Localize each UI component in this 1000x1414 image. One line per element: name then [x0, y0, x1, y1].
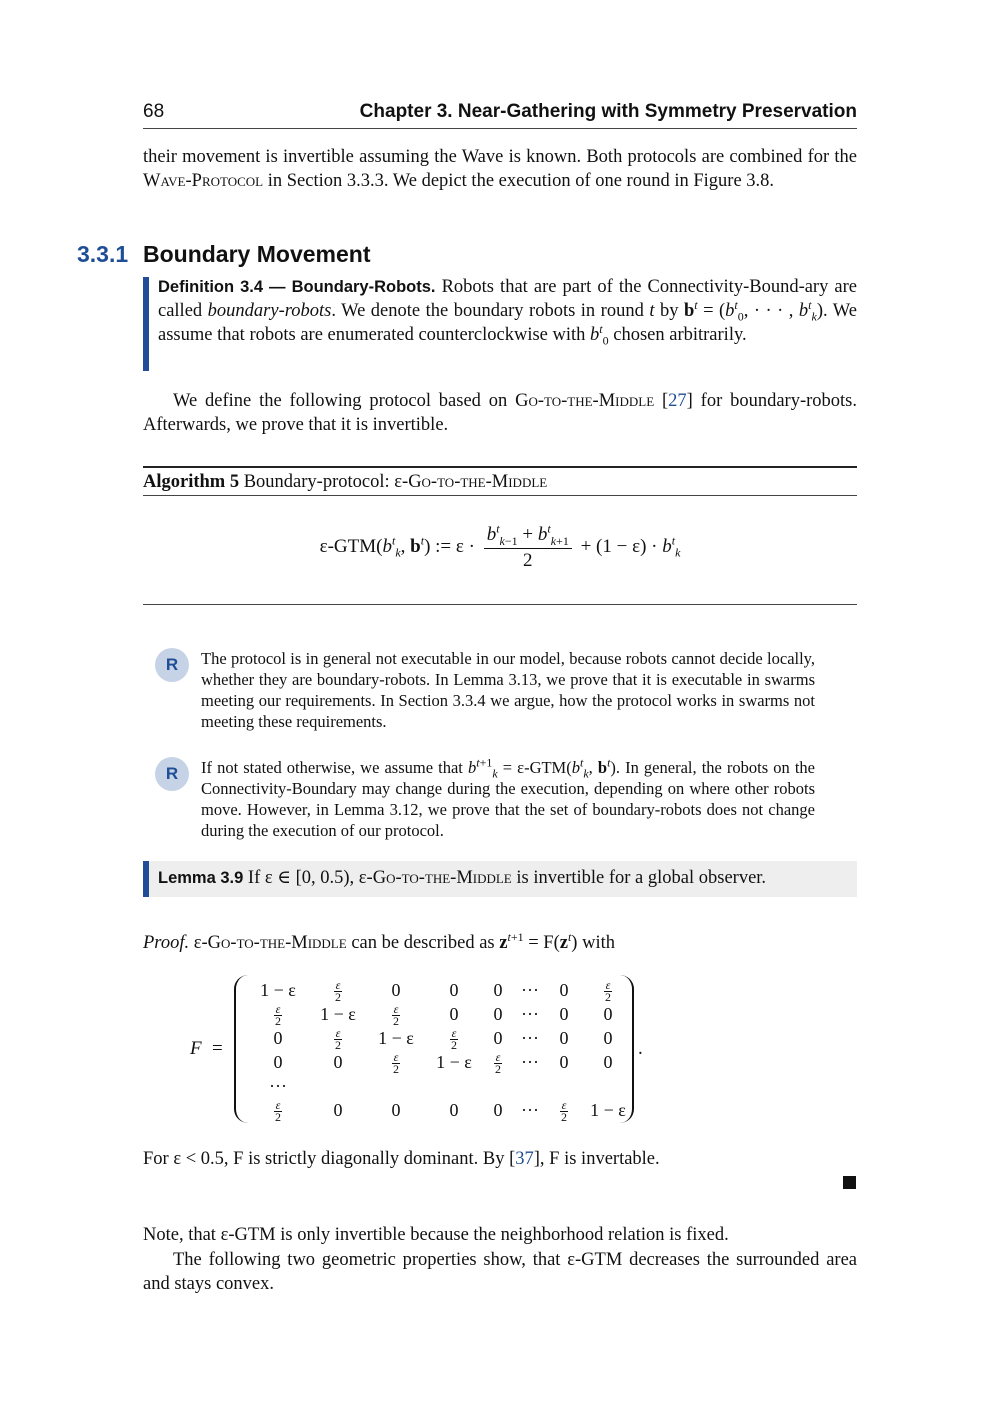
matrix-cell: 0: [493, 980, 503, 1000]
matrix-lhs: F: [190, 1038, 202, 1059]
matrix-cell: 0: [559, 980, 569, 1000]
matrix-cell: 0: [333, 1100, 343, 1120]
algorithm-bottom-rule: [143, 604, 857, 605]
matrix-cell: ···: [269, 1076, 287, 1096]
matrix-cell: ···: [521, 1004, 539, 1024]
remark-text: The protocol is in general not executable in our model, because robots cannot decide locally, whether they are boundary-robots. In Lemma 3.13, we prove that it is executable in swarms meeting our requirements. In Section 3.3.4 we argue, how the protocol works in swarms not meeting these requirements.: [201, 649, 815, 731]
citation-link[interactable]: 27: [668, 391, 687, 411]
matrix-cell: 0: [333, 1052, 343, 1072]
matrix-cell: $\frac{\varepsilon}{2}$: [274, 1002, 281, 1029]
proof-line: Proof. ε-Go-to-the-Middle can be described as $z^{t+1} = F(z^t)$ with: [143, 929, 615, 953]
matrix-cell: $\frac{\varepsilon}{2}$: [334, 978, 341, 1005]
algorithm-mid-rule: [143, 495, 857, 496]
remark-badge: R: [155, 648, 189, 682]
algorithm-top-rule: [143, 466, 857, 468]
remark-badge: R: [155, 757, 189, 791]
definition-text: Definition 3.4 — Boundary-Robots. Robots that are part of the Connectivity-Bound-ary are called boundary-robots. We denote the boundary robots in round t by $b^t = (b^t_0$, · · · , $b^t_k$). We assume that robots are enumerated counterclockwise with $b^t_0$ chosen arbitrarily.: [158, 277, 857, 348]
matrix-cell: $\frac{\varepsilon}{2}$: [604, 978, 611, 1005]
chapter-title: Chapter 3. Near-Gathering with Symmetry Preservation: [359, 101, 857, 122]
matrix-cell: 0: [391, 980, 401, 1000]
matrix-cell: 1 − ε: [436, 1052, 472, 1072]
matrix-cell: 1 − ε: [590, 1100, 626, 1120]
matrix-equation: [190, 975, 660, 1125]
protocol-intro-paragraph: We define the following protocol based on Go-to-the-Middle [27] for boundary-robots. Afterwards, we prove that it is invertible.: [143, 391, 858, 435]
remark-text: If not stated otherwise, we assume that $b^{t+1}_k = \varepsilon-GTM(b^t_k$, $b^t$). In general, the robots on the Connectivity-Boundary may change during the execution, depending on where other robots move. However, in Lemma 3.12, we prove that the set of boundary-robots does not change during the execution of our protocol.: [201, 755, 816, 840]
matrix-cell: 1 − ε: [260, 980, 296, 1000]
section-number: 3.3.1: [77, 241, 129, 267]
matrix-cell: $\frac{\varepsilon}{2}$: [392, 1050, 399, 1077]
matrix-cell: 1 − ε: [320, 1004, 356, 1024]
algorithm-caption: Algorithm 5 Boundary-protocol: ε-Go-to-the-Middle: [143, 472, 548, 492]
matrix-cell: 0: [273, 1028, 283, 1048]
matrix-cell: 0: [559, 1052, 569, 1072]
definition-accent-bar: [143, 277, 149, 371]
matrix-equals: =: [212, 1038, 223, 1059]
matrix-period: .: [638, 1038, 643, 1059]
matrix-cell: ···: [521, 1052, 539, 1072]
matrix-cell: ···: [521, 1028, 539, 1048]
matrix-cell: 0: [449, 1004, 459, 1024]
matrix-cell: $\frac{\varepsilon}{2}$: [274, 1098, 281, 1125]
matrix-cell: $\frac{\varepsilon}{2}$: [494, 1050, 501, 1077]
intro-paragraph: their movement is invertible assuming the Wave is known. Both protocols are combined for the Wave-Protocol in Section 3.3.3. We depict the execution of one round in Figure 3.8.: [143, 147, 858, 191]
matrix-cell: 1 − ε: [378, 1028, 414, 1048]
diagonal-dominance-paragraph: For ε < 0.5, F is strictly diagonally dominant. By [37], F is invertable.: [143, 1149, 660, 1169]
lemma-text: Lemma 3.9 If ε ∈ [0, 0.5), ε-Go-to-the-Middle is invertible for a global observer.: [158, 868, 767, 888]
note-paragraph: Note, that ε-GTM is only invertible because the neighborhood relation is fixed.: [143, 1225, 729, 1245]
matrix-cell: 0: [493, 1028, 503, 1048]
geometric-properties-paragraph: The following two geometric properties show, that ε-GTM decreases the surrounded area and stays convex.: [143, 1250, 857, 1294]
matrix-cell: ···: [521, 980, 539, 1000]
section-title: Boundary Movement: [143, 241, 371, 267]
matrix-cell: 0: [493, 1004, 503, 1024]
matrix-cell: 0: [559, 1028, 569, 1048]
matrix-cell: 0: [603, 1004, 613, 1024]
page-number: 68: [143, 101, 165, 122]
matrix-cell: $\frac{\varepsilon}{2}$: [334, 1026, 341, 1053]
matrix-cell: 0: [603, 1028, 613, 1048]
qed-square: [843, 1176, 856, 1189]
running-head: [143, 100, 857, 129]
matrix-cell: $\frac{\varepsilon}{2}$: [560, 1098, 567, 1125]
matrix-cell: 0: [493, 1100, 503, 1120]
matrix-cell: 0: [449, 1100, 459, 1120]
algorithm-formula: $\varepsilon-GTM(b^t_k$, $b^t$) := ε · $\frac{b^t_{k-1} + b^t_{k+1}}{2}$ + $(1 - \varepsilon) \cdot b^t_k$: [319, 521, 681, 571]
definition-box: [143, 275, 857, 371]
matrix-cell: 0: [603, 1052, 613, 1072]
matrix-cell: 0: [449, 980, 459, 1000]
lemma-accent-bar: [143, 861, 149, 897]
citation-link[interactable]: 37: [515, 1149, 534, 1169]
matrix-cell: 0: [559, 1004, 569, 1024]
matrix-cell: ···: [521, 1100, 539, 1120]
matrix-cell: $\frac{\varepsilon}{2}$: [392, 1002, 399, 1029]
lemma-box: [143, 861, 857, 897]
matrix-cell: 0: [391, 1100, 401, 1120]
formula-fraction: $\frac{b^t_{k-1} + b^t_{k+1}}{2}$: [484, 522, 572, 573]
matrix-cell: 0: [273, 1052, 283, 1072]
matrix-cell: $\frac{\varepsilon}{2}$: [450, 1026, 457, 1053]
